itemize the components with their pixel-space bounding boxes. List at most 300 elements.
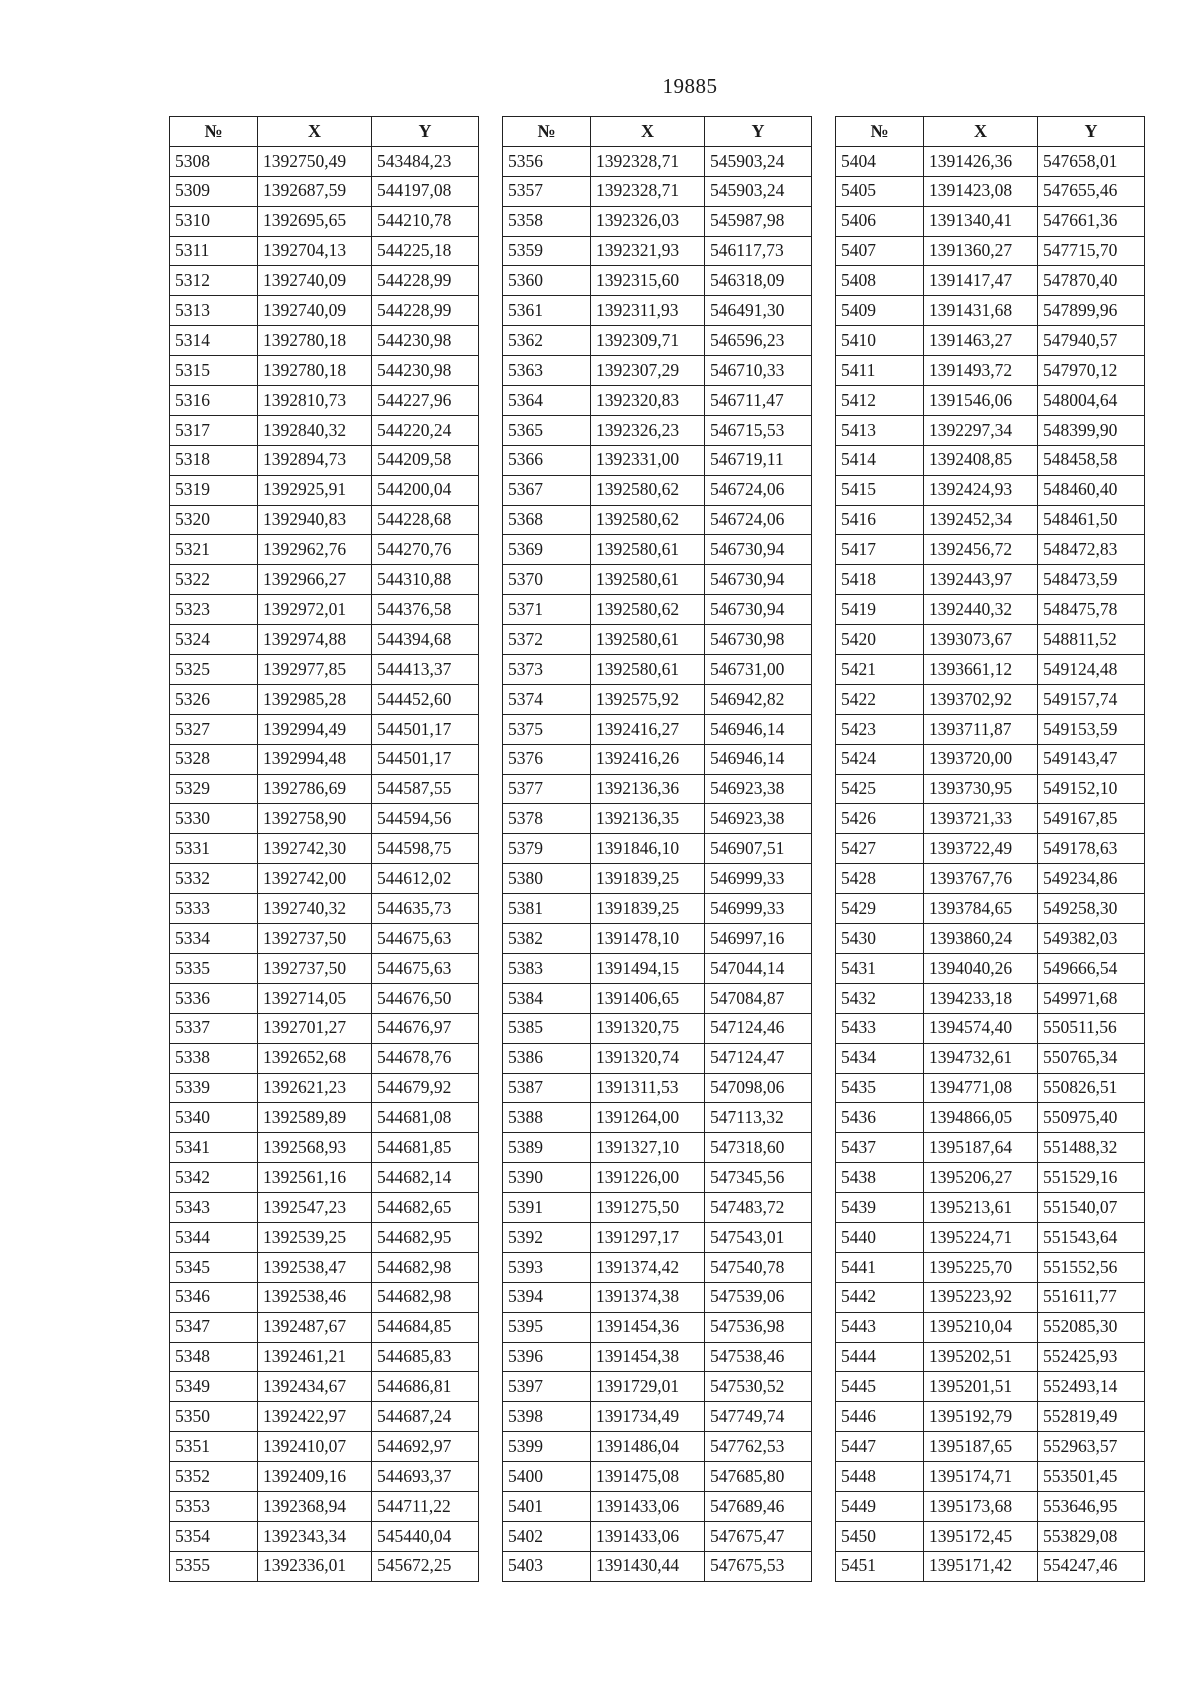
table-header-row: [836, 117, 1145, 147]
cell-number: 5411: [836, 356, 924, 386]
cell-number: 5441: [836, 1252, 924, 1282]
cell-number: 5330: [170, 804, 258, 834]
cell-y: 549666,54: [1038, 953, 1145, 983]
table-row: [503, 1103, 812, 1133]
table-row: [170, 1073, 479, 1103]
cell-x: 1392409,16: [258, 1462, 372, 1492]
cell-number: 5421: [836, 655, 924, 685]
table-row: [170, 1402, 479, 1432]
cell-number: 5331: [170, 834, 258, 864]
cell-x: 1392580,62: [591, 505, 705, 535]
table-row: [503, 595, 812, 625]
cell-x: 1392977,85: [258, 655, 372, 685]
cell-number: 5424: [836, 744, 924, 774]
cell-x: 1392315,60: [591, 266, 705, 296]
cell-y: 544676,97: [372, 1013, 479, 1043]
table-row: [503, 1013, 812, 1043]
table-row: [836, 834, 1145, 864]
table-row: [170, 774, 479, 804]
cell-y: 544197,08: [372, 176, 479, 206]
cell-number: 5426: [836, 804, 924, 834]
table-row: [503, 894, 812, 924]
cell-x: 1392440,32: [924, 595, 1038, 625]
table-row: [836, 146, 1145, 176]
table-row: [503, 834, 812, 864]
cell-y: 548811,52: [1038, 625, 1145, 655]
cell-number: 5322: [170, 565, 258, 595]
table-row: [170, 595, 479, 625]
cell-number: 5401: [503, 1491, 591, 1521]
table-row: [503, 1282, 812, 1312]
cell-y: 554247,46: [1038, 1551, 1145, 1581]
cell-y: 552425,93: [1038, 1342, 1145, 1372]
table-row: [836, 296, 1145, 326]
cell-y: 544711,22: [372, 1491, 479, 1521]
cell-x: 1392320,83: [591, 386, 705, 416]
cell-x: 1391406,65: [591, 983, 705, 1013]
cell-x: 1392966,27: [258, 565, 372, 595]
cell-number: 5379: [503, 834, 591, 864]
cell-x: 1392321,93: [591, 236, 705, 266]
table-row: [503, 415, 812, 445]
cell-x: 1392780,18: [258, 356, 372, 386]
table-row: [836, 774, 1145, 804]
cell-y: 544692,97: [372, 1432, 479, 1462]
cell-y: 546710,33: [705, 356, 812, 386]
cell-number: 5336: [170, 983, 258, 1013]
cell-y: 546715,53: [705, 415, 812, 445]
table-row: [503, 176, 812, 206]
cell-number: 5396: [503, 1342, 591, 1372]
cell-x: 1392750,49: [258, 146, 372, 176]
cell-x: 1391327,10: [591, 1133, 705, 1163]
header-x: X: [258, 117, 372, 147]
cell-number: 5347: [170, 1312, 258, 1342]
cell-y: 549143,47: [1038, 744, 1145, 774]
cell-number: 5407: [836, 236, 924, 266]
cell-x: 1392328,71: [591, 146, 705, 176]
cell-number: 5373: [503, 655, 591, 685]
cell-x: 1392311,93: [591, 296, 705, 326]
cell-y: 547658,01: [1038, 146, 1145, 176]
cell-x: 1394732,61: [924, 1043, 1038, 1073]
cell-number: 5444: [836, 1342, 924, 1372]
table-row: [836, 1013, 1145, 1043]
cell-number: 5343: [170, 1193, 258, 1223]
cell-number: 5371: [503, 595, 591, 625]
cell-number: 5384: [503, 983, 591, 1013]
cell-y: 548399,90: [1038, 415, 1145, 445]
table-row: [503, 386, 812, 416]
cell-x: 1392740,09: [258, 296, 372, 326]
table-row: [836, 595, 1145, 625]
cell-number: 5329: [170, 774, 258, 804]
cell-x: 1392539,25: [258, 1222, 372, 1252]
cell-x: 1392652,68: [258, 1043, 372, 1073]
cell-number: 5369: [503, 535, 591, 565]
cell-x: 1392687,59: [258, 176, 372, 206]
cell-y: 549153,59: [1038, 714, 1145, 744]
cell-x: 1392136,35: [591, 804, 705, 834]
cell-y: 547655,46: [1038, 176, 1145, 206]
cell-y: 546711,47: [705, 386, 812, 416]
table-row: [836, 1342, 1145, 1372]
cell-y: 547483,72: [705, 1193, 812, 1223]
cell-y: 546117,73: [705, 236, 812, 266]
table-row: [503, 983, 812, 1013]
cell-y: 544200,04: [372, 475, 479, 505]
cell-number: 5387: [503, 1073, 591, 1103]
cell-x: 1392575,92: [591, 684, 705, 714]
cell-x: 1391426,36: [924, 146, 1038, 176]
table-row: [170, 535, 479, 565]
cell-y: 546942,82: [705, 684, 812, 714]
table-row: [836, 1163, 1145, 1193]
cell-y: 551540,07: [1038, 1193, 1145, 1223]
cell-y: 544682,65: [372, 1193, 479, 1223]
cell-number: 5434: [836, 1043, 924, 1073]
cell-x: 1395206,27: [924, 1163, 1038, 1193]
cell-x: 1393730,95: [924, 774, 1038, 804]
cell-y: 546724,06: [705, 475, 812, 505]
cell-y: 547870,40: [1038, 266, 1145, 296]
table-row: [503, 326, 812, 356]
cell-x: 1392940,83: [258, 505, 372, 535]
cell-y: 546596,23: [705, 326, 812, 356]
cell-x: 1392336,01: [258, 1551, 372, 1581]
cell-x: 1392580,61: [591, 625, 705, 655]
cell-number: 5321: [170, 535, 258, 565]
header-x: X: [924, 117, 1038, 147]
cell-number: 5338: [170, 1043, 258, 1073]
cell-y: 546907,51: [705, 834, 812, 864]
cell-number: 5433: [836, 1013, 924, 1043]
table-row: [503, 266, 812, 296]
table-row: [836, 864, 1145, 894]
cell-y: 544228,68: [372, 505, 479, 535]
cell-y: 544635,73: [372, 894, 479, 924]
cell-number: 5430: [836, 924, 924, 954]
cell-y: 544682,95: [372, 1222, 479, 1252]
cell-y: 545903,24: [705, 176, 812, 206]
cell-y: 547689,46: [705, 1491, 812, 1521]
cell-number: 5352: [170, 1462, 258, 1492]
cell-number: 5383: [503, 953, 591, 983]
cell-number: 5361: [503, 296, 591, 326]
cell-number: 5394: [503, 1282, 591, 1312]
cell-x: 1391839,25: [591, 894, 705, 924]
table-row: [503, 1222, 812, 1252]
cell-y: 544693,37: [372, 1462, 479, 1492]
cell-x: 1395171,42: [924, 1551, 1038, 1581]
table-row: [836, 1521, 1145, 1551]
table-row: [503, 206, 812, 236]
table-row: [170, 924, 479, 954]
table-row: [836, 386, 1145, 416]
cell-y: 544675,63: [372, 924, 479, 954]
cell-x: 1392894,73: [258, 445, 372, 475]
cell-y: 546730,94: [705, 595, 812, 625]
table-row: [503, 864, 812, 894]
cell-number: 5448: [836, 1462, 924, 1492]
cell-x: 1391417,47: [924, 266, 1038, 296]
cell-y: 551543,64: [1038, 1222, 1145, 1252]
table-row: [503, 655, 812, 685]
cell-y: 546724,06: [705, 505, 812, 535]
table-row: [170, 326, 479, 356]
table-row: [170, 1372, 479, 1402]
cell-x: 1392328,71: [591, 176, 705, 206]
cell-x: 1392974,88: [258, 625, 372, 655]
table-row: [836, 1372, 1145, 1402]
cell-y: 544376,58: [372, 595, 479, 625]
cell-x: 1392561,16: [258, 1163, 372, 1193]
table-row: [836, 1491, 1145, 1521]
table-row: [836, 326, 1145, 356]
cell-x: 1392568,93: [258, 1133, 372, 1163]
table-row: [836, 804, 1145, 834]
table-row: [836, 894, 1145, 924]
cell-number: 5313: [170, 296, 258, 326]
table-row: [170, 1013, 479, 1043]
cell-number: 5399: [503, 1432, 591, 1462]
table-row: [170, 625, 479, 655]
cell-y: 548460,40: [1038, 475, 1145, 505]
cell-x: 1392740,32: [258, 894, 372, 924]
coordinates-table-3: [835, 116, 1145, 1582]
cell-x: 1391494,15: [591, 953, 705, 983]
cell-y: 547940,57: [1038, 326, 1145, 356]
cell-x: 1392840,32: [258, 415, 372, 445]
cell-x: 1392580,62: [591, 595, 705, 625]
cell-y: 544682,98: [372, 1252, 479, 1282]
cell-x: 1391374,42: [591, 1252, 705, 1282]
table-row: [503, 356, 812, 386]
cell-y: 549167,85: [1038, 804, 1145, 834]
table-row: [170, 176, 479, 206]
table-row: [170, 1462, 479, 1492]
cell-number: 5358: [503, 206, 591, 236]
cell-y: 545987,98: [705, 206, 812, 236]
table-row: [170, 655, 479, 685]
table-row: [503, 236, 812, 266]
table-row: [170, 1491, 479, 1521]
cell-number: 5326: [170, 684, 258, 714]
table-row: [170, 475, 479, 505]
cell-number: 5380: [503, 864, 591, 894]
cell-y: 550765,34: [1038, 1043, 1145, 1073]
table-row: [836, 475, 1145, 505]
header-y: Y: [1038, 117, 1145, 147]
cell-y: 544220,24: [372, 415, 479, 445]
cell-x: 1392331,00: [591, 445, 705, 475]
table-row: [836, 1282, 1145, 1312]
table-row: [836, 356, 1145, 386]
table-row: [503, 1193, 812, 1223]
cell-x: 1392434,67: [258, 1372, 372, 1402]
table-row: [170, 894, 479, 924]
cell-x: 1392538,47: [258, 1252, 372, 1282]
cell-number: 5323: [170, 595, 258, 625]
cell-y: 547113,32: [705, 1103, 812, 1133]
cell-x: 1391478,10: [591, 924, 705, 954]
cell-y: 547084,87: [705, 983, 812, 1013]
table-row: [503, 684, 812, 714]
cell-x: 1392580,61: [591, 535, 705, 565]
cell-y: 544270,76: [372, 535, 479, 565]
cell-y: 545672,25: [372, 1551, 479, 1581]
cell-number: 5419: [836, 595, 924, 625]
cell-x: 1395173,68: [924, 1491, 1038, 1521]
table-row: [836, 1073, 1145, 1103]
cell-x: 1391430,44: [591, 1551, 705, 1581]
cell-y: 552819,49: [1038, 1402, 1145, 1432]
header-number: №: [503, 117, 591, 147]
cell-x: 1395213,61: [924, 1193, 1038, 1223]
cell-number: 5344: [170, 1222, 258, 1252]
cell-x: 1391360,27: [924, 236, 1038, 266]
cell-number: 5374: [503, 684, 591, 714]
cell-number: 5309: [170, 176, 258, 206]
cell-y: 547044,14: [705, 953, 812, 983]
table-row: [170, 864, 479, 894]
cell-y: 548475,78: [1038, 595, 1145, 625]
table-row: [503, 146, 812, 176]
cell-y: 544594,56: [372, 804, 479, 834]
cell-number: 5420: [836, 625, 924, 655]
cell-number: 5319: [170, 475, 258, 505]
table-row: [836, 1462, 1145, 1492]
cell-y: 551529,16: [1038, 1163, 1145, 1193]
table-row: [503, 953, 812, 983]
table-row: [503, 535, 812, 565]
table-row: [170, 1252, 479, 1282]
cell-x: 1394866,05: [924, 1103, 1038, 1133]
cell-x: 1392994,48: [258, 744, 372, 774]
cell-y: 549152,10: [1038, 774, 1145, 804]
table-row: [836, 924, 1145, 954]
table-row: [503, 1163, 812, 1193]
cell-x: 1391546,06: [924, 386, 1038, 416]
table-row: [170, 744, 479, 774]
table-row: [836, 1222, 1145, 1252]
cell-x: 1392487,67: [258, 1312, 372, 1342]
cell-y: 551552,56: [1038, 1252, 1145, 1282]
table-row: [836, 206, 1145, 236]
cell-y: 552963,57: [1038, 1432, 1145, 1462]
cell-number: 5392: [503, 1222, 591, 1252]
table-row: [170, 206, 479, 236]
cell-number: 5360: [503, 266, 591, 296]
cell-number: 5366: [503, 445, 591, 475]
table-row: [503, 296, 812, 326]
table-row: [170, 953, 479, 983]
cell-x: 1392621,23: [258, 1073, 372, 1103]
cell-number: 5414: [836, 445, 924, 475]
cell-y: 544687,24: [372, 1402, 479, 1432]
cell-number: 5418: [836, 565, 924, 595]
cell-y: 546923,38: [705, 774, 812, 804]
cell-x: 1394233,18: [924, 983, 1038, 1013]
cell-y: 552085,30: [1038, 1312, 1145, 1342]
cell-x: 1392737,50: [258, 953, 372, 983]
cell-y: 546997,16: [705, 924, 812, 954]
table-row: [170, 1521, 479, 1551]
header-number: №: [836, 117, 924, 147]
table-row: [170, 1133, 479, 1163]
cell-number: 5372: [503, 625, 591, 655]
table-header-row: [170, 117, 479, 147]
cell-number: 5368: [503, 505, 591, 535]
cell-number: 5320: [170, 505, 258, 535]
cell-y: 546731,00: [705, 655, 812, 685]
cell-number: 5310: [170, 206, 258, 236]
table-row: [836, 535, 1145, 565]
table-row: [170, 1193, 479, 1223]
cell-x: 1392309,71: [591, 326, 705, 356]
cell-y: 545903,24: [705, 146, 812, 176]
table-row: [170, 266, 479, 296]
cell-y: 549234,86: [1038, 864, 1145, 894]
cell-y: 543484,23: [372, 146, 479, 176]
cell-number: 5388: [503, 1103, 591, 1133]
table-row: [503, 774, 812, 804]
cell-number: 5370: [503, 565, 591, 595]
cell-x: 1391463,27: [924, 326, 1038, 356]
cell-x: 1391264,00: [591, 1103, 705, 1133]
cell-number: 5327: [170, 714, 258, 744]
cell-x: 1392742,30: [258, 834, 372, 864]
cell-x: 1391734,49: [591, 1402, 705, 1432]
cell-number: 5405: [836, 176, 924, 206]
cell-number: 5375: [503, 714, 591, 744]
cell-y: 546719,11: [705, 445, 812, 475]
table-row: [836, 625, 1145, 655]
cell-x: 1392704,13: [258, 236, 372, 266]
cell-y: 546923,38: [705, 804, 812, 834]
cell-number: 5385: [503, 1013, 591, 1043]
cell-y: 546318,09: [705, 266, 812, 296]
cell-number: 5315: [170, 356, 258, 386]
cell-y: 547661,36: [1038, 206, 1145, 236]
header-x: X: [591, 117, 705, 147]
table-row: [836, 266, 1145, 296]
cell-number: 5425: [836, 774, 924, 804]
cell-number: 5337: [170, 1013, 258, 1043]
cell-x: 1391493,72: [924, 356, 1038, 386]
cell-number: 5432: [836, 983, 924, 1013]
cell-y: 547899,96: [1038, 296, 1145, 326]
table-row: [170, 445, 479, 475]
cell-y: 544225,18: [372, 236, 479, 266]
cell-x: 1393721,33: [924, 804, 1038, 834]
cell-y: 544413,37: [372, 655, 479, 685]
cell-y: 549178,63: [1038, 834, 1145, 864]
cell-number: 5437: [836, 1133, 924, 1163]
table-row: [836, 1432, 1145, 1462]
cell-x: 1391320,74: [591, 1043, 705, 1073]
table-row: [503, 714, 812, 744]
cell-x: 1394574,40: [924, 1013, 1038, 1043]
table-row: [836, 1402, 1145, 1432]
cell-number: 5334: [170, 924, 258, 954]
cell-x: 1395187,65: [924, 1432, 1038, 1462]
cell-number: 5332: [170, 864, 258, 894]
cell-number: 5381: [503, 894, 591, 924]
table-row: [170, 684, 479, 714]
cell-y: 549157,74: [1038, 684, 1145, 714]
cell-number: 5328: [170, 744, 258, 774]
